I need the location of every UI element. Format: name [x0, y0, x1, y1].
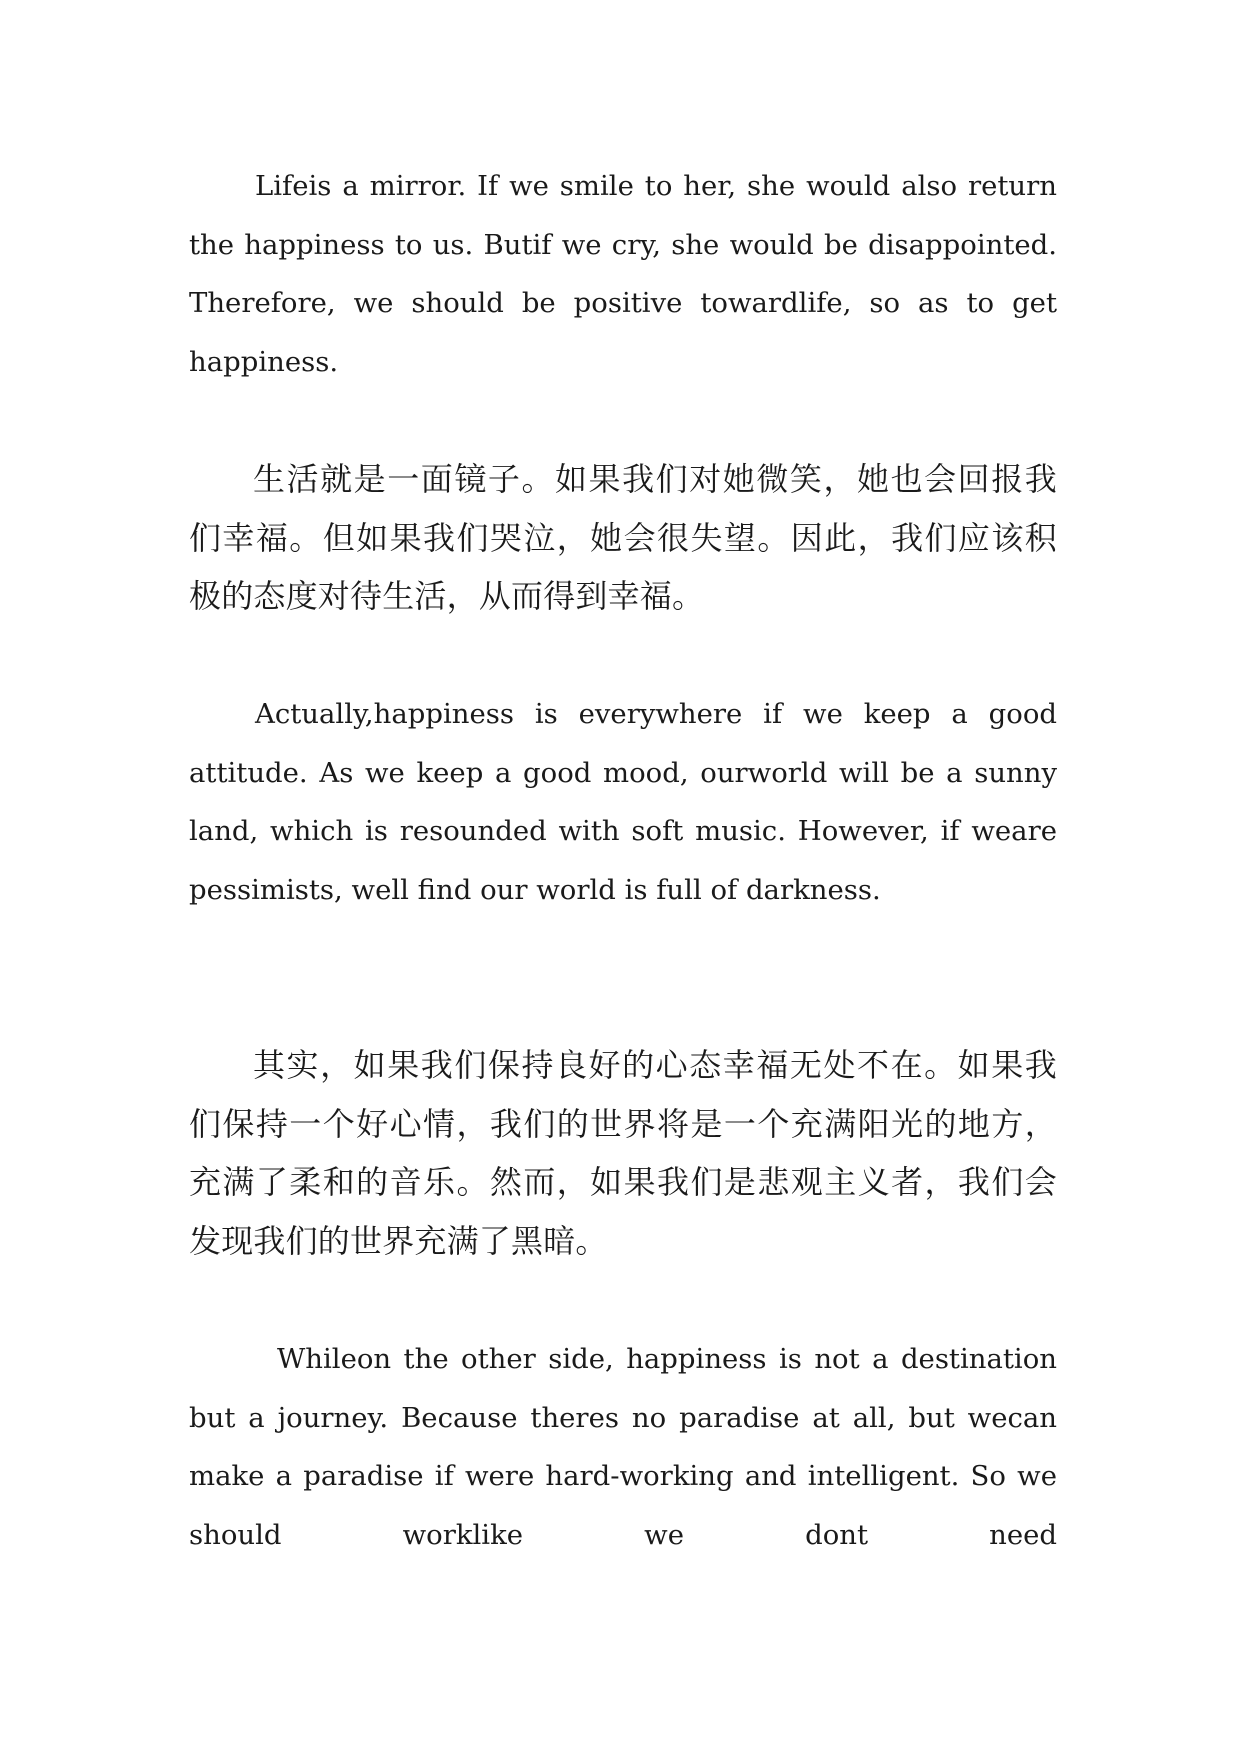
- paragraph-english-2: Actually,happiness is everywhere if we keep a good attitude. As we keep a good mood, ourworld will be a sunny land, which is resounded with soft music. However, if weare pessimists, well find our world is full of darkness.: [189, 698, 1057, 906]
- paragraph-chinese-2: 其实，如果我们保持良好的心态幸福无处不在。如果我们保持一个好心情，我们的世界将是一个充满阳光的地方，充满了柔和的音乐。然而，如果我们是悲观主义者，我们会发现我们的世界充满了黑暗。: [189, 1046, 1057, 1260]
- paragraph-english-1: Lifeis a mirror. If we smile to her, she would also return the happiness to us. Butif we cry, she would be disappointed. Therefore, we should be positive towardlife, so as to get happiness.: [189, 170, 1057, 378]
- paragraph-chinese-1: 生活就是一面镜子。如果我们对她微笑，她也会回报我们幸福。但如果我们哭泣，她会很失望。因此，我们应该积极的态度对待生活，从而得到幸福。: [189, 460, 1057, 616]
- paragraph-english-3: Whileon the other side, happiness is not a destination but a journey. Because theres no paradise at all, but wecan make a paradise if were hard-working and intelligent. So we should worklike we dont need: [189, 1343, 1057, 1551]
